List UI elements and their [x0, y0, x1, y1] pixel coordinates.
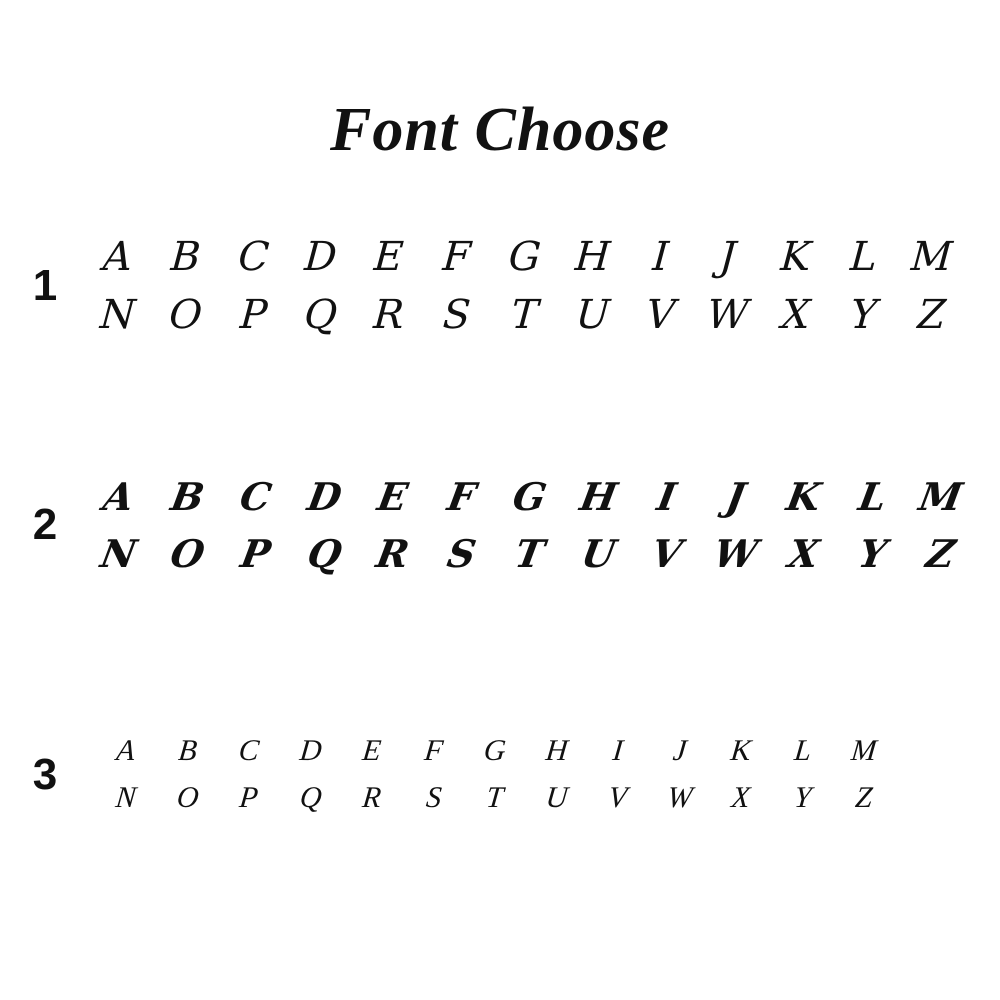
glyph: F [441, 234, 473, 280]
glyph: N [98, 292, 138, 338]
glyph: C [236, 474, 276, 519]
glyph: T [511, 531, 549, 576]
glyph: X [785, 531, 823, 576]
glyph: O [167, 292, 205, 338]
glyph: C [236, 234, 271, 280]
glyph: S [441, 292, 473, 338]
glyph: Q [303, 292, 340, 338]
glyph: B [169, 234, 203, 280]
glyph: N [97, 531, 141, 576]
font-option-number: 3 [32, 749, 58, 799]
glyph: V [648, 531, 686, 576]
font-option-2[interactable] [0, 468, 1000, 582]
glyph: W [665, 780, 695, 814]
glyph: G [482, 734, 508, 767]
alphabet-row-upper [90, 468, 970, 525]
glyph: K [783, 474, 825, 519]
glyph: T [509, 292, 541, 338]
glyph: F [443, 474, 480, 519]
glyph: E [374, 474, 412, 519]
glyph: Z [916, 292, 948, 338]
alphabet-row-upper [100, 728, 890, 775]
glyph: M [909, 234, 955, 280]
glyph: P [238, 292, 269, 338]
glyph: J [718, 234, 739, 280]
glyph: X [780, 292, 813, 338]
alphabet-row-lower [90, 286, 960, 344]
glyph: D [297, 734, 324, 767]
glyph: I [611, 734, 626, 767]
font-option-1[interactable] [0, 228, 1000, 344]
font-sample-alphabet [90, 468, 1000, 582]
glyph: V [606, 780, 630, 814]
alphabet-row-lower [90, 525, 970, 582]
glyph: T [484, 780, 506, 814]
glyph: J [722, 474, 749, 519]
glyph: M [915, 474, 967, 519]
glyph: W [709, 531, 762, 576]
font-sample-alphabet [90, 228, 1000, 344]
glyph: I [650, 234, 671, 280]
glyph: V [644, 292, 677, 338]
glyph: L [792, 734, 813, 767]
font-sample-alphabet [90, 728, 1000, 821]
glyph: Y [854, 531, 891, 576]
glyph: G [509, 474, 551, 519]
glyph: P [237, 531, 275, 576]
glyph: M [849, 734, 879, 767]
glyph: U [574, 292, 612, 338]
glyph: C [237, 734, 262, 767]
glyph: H [573, 234, 613, 280]
glyph: S [424, 780, 444, 814]
glyph: Y [792, 780, 813, 814]
glyph: R [360, 780, 384, 814]
glyph: U [577, 531, 620, 576]
glyph: U [543, 780, 570, 814]
page-title: Font Choose [329, 96, 671, 164]
glyph: Z [922, 531, 960, 576]
glyph: P [237, 780, 261, 814]
glyph: A [101, 234, 135, 280]
glyph: G [507, 234, 543, 280]
glyph: L [848, 234, 880, 280]
glyph: Q [303, 531, 346, 576]
glyph: B [167, 474, 208, 519]
glyph: O [166, 531, 209, 576]
glyph: E [360, 734, 384, 767]
glyph: J [670, 734, 689, 767]
glyph: Q [297, 780, 324, 814]
glyph: N [114, 780, 139, 814]
alphabet-row-upper [90, 228, 960, 286]
glyph: R [372, 292, 407, 338]
glyph: O [174, 780, 201, 814]
glyph: S [443, 531, 480, 576]
glyph: E [372, 234, 406, 280]
glyph: K [779, 234, 814, 280]
alphabet-row-lower [100, 775, 890, 822]
font-option-number: 2 [32, 500, 58, 549]
glyph: W [706, 292, 751, 338]
glyph: Z [853, 780, 875, 814]
glyph: D [303, 234, 340, 280]
glyph: L [854, 474, 891, 519]
glyph: K [729, 734, 754, 767]
glyph: I [653, 474, 681, 519]
glyph: Y [849, 292, 880, 338]
glyph: D [303, 474, 346, 519]
font-option-3[interactable] [0, 728, 1000, 821]
glyph: B [176, 734, 199, 767]
glyph: H [543, 734, 570, 767]
glyph: A [114, 734, 138, 767]
glyph: X [729, 780, 753, 814]
glyph: A [100, 474, 138, 519]
glyph: H [576, 474, 621, 519]
glyph: F [422, 734, 445, 767]
font-option-number: 1 [32, 261, 58, 310]
glyph: R [372, 531, 414, 576]
